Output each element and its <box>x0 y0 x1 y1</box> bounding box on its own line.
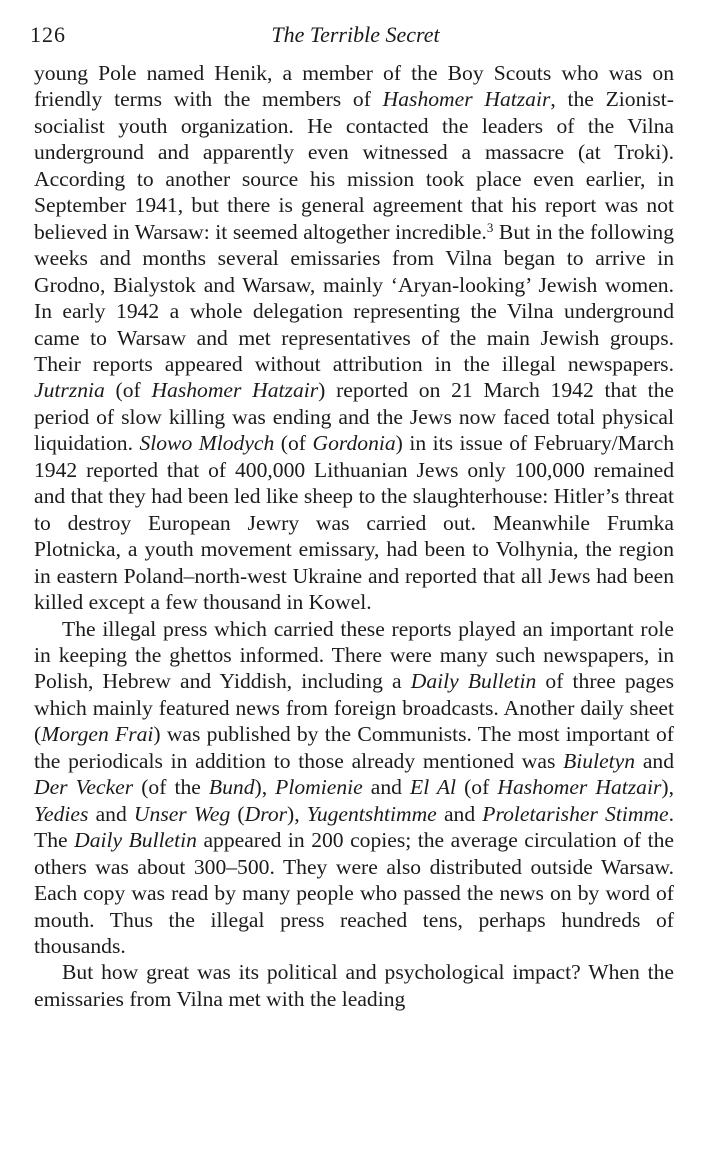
text-run: ), <box>254 775 276 800</box>
italic-title: Biuletyn <box>563 748 636 773</box>
text-run: (of the <box>133 775 209 800</box>
text-run: ), <box>287 801 307 826</box>
italic-title: Yedies <box>34 801 89 826</box>
text-run: of three pages which mainly featured news from foreign broadcasts. Another daily sheet ( <box>34 669 674 747</box>
text-run: ) was published by the Communists. The most important of the periodicals in addition to those already mentioned was <box>34 722 674 773</box>
paragraph <box>34 60 674 616</box>
text-run: ), <box>661 775 674 800</box>
body-text <box>34 60 674 1012</box>
text-run: and <box>635 748 674 773</box>
italic-title: Bund <box>208 775 255 800</box>
text-run: (of <box>274 431 313 456</box>
text-run: appeared in 200 copies; the average circulation of the others was about 300–500. They were also distributed outside Warsaw. Each copy was read by many people who passed the news on by word of mouth. Thus the illegal press reached tens, perhaps hundreds of thousands. <box>34 828 674 958</box>
text-run: But how great was its political and psychological impact? When the emissaries from Vilna met with the leading <box>34 960 674 1011</box>
text-run: ) reported on 21 March 1942 that the period of slow killing was ending and the Jews now faced total physical liquidation. <box>34 378 674 456</box>
italic-title: Jutrznia <box>34 378 105 403</box>
text-run: and <box>88 801 134 826</box>
text-run: and <box>362 775 411 800</box>
italic-title: Plomienie <box>275 775 363 800</box>
paragraph <box>34 959 674 1012</box>
italic-title: Hashomer Hatzair <box>151 378 319 403</box>
italic-title: Daily Bulletin <box>410 669 537 694</box>
paragraph <box>34 616 674 960</box>
text-run: young Pole named Henik, a member of the Boy Scouts who was on friendly terms with the members of <box>34 61 674 112</box>
italic-title: Unser Weg <box>133 801 231 826</box>
page-header <box>30 18 681 50</box>
italic-title: Gordonia <box>312 431 396 456</box>
text-run: (of <box>456 775 498 800</box>
italic-title: El Al <box>410 775 457 800</box>
text-run: . The <box>34 801 674 853</box>
footnote-ref: 3 <box>486 219 494 235</box>
text-run: ( <box>230 801 245 826</box>
text-run: , the Zionist-socialist youth organization. He contacted the leaders of the Vilna underground and apparently even witnessed a massacre (at Troki). According to another source his mission took place even earlier, in September 1941, but there is general agreement that his report was not believed in Warsaw: it seemed altogether incredible. <box>34 87 674 244</box>
italic-title: Morgen Frai <box>41 722 154 747</box>
italic-title: Dror <box>244 801 288 826</box>
italic-title: Slowo Mlodych <box>139 431 275 456</box>
italic-title: Daily Bulletin <box>74 828 197 853</box>
text-run: (of <box>104 378 152 403</box>
italic-title: Proletarisher Stimme <box>482 801 669 826</box>
italic-title: Hashomer Hatzair <box>382 87 551 112</box>
running-title: The Terrible Secret <box>271 22 440 47</box>
page-number: 126 <box>30 22 66 47</box>
italic-title: Yugentshtimme <box>306 801 437 826</box>
text-run: The illegal press which carried these reports played an important role in keeping the ghettos informed. There were many such newspapers, in Polish, Hebrew and Yiddish, including a <box>34 616 674 694</box>
text-run: ) in its issue of February/March 1942 reported that of 400,000 Lithuanian Jews only 100,000 remained and that they had been led like sheep to the slaughterhouse: Hitler’s threat to destroy European Jewry was carried out. Meanwhile Frumka Plotnicka, a youth movement emissary, had been to Volhynia, the region in eastern Poland–north-west Ukraine and reported that all Jews had been killed except a few thousand in Kowel. <box>34 431 674 615</box>
text-run: and <box>436 801 483 826</box>
italic-title: Der Vecker <box>34 775 134 800</box>
italic-title: Hashomer Hatzair <box>497 775 662 800</box>
text-run: But in the following weeks and months several emissaries from Vilna began to arrive in Grodno, Bialystok and Warsaw, mainly ‘Aryan-looking’ Jewish women. In early 1942 a whole delegation representing the Vilna underground came to Warsaw and met representatives of the main Jewish groups. Their reports appeared without attribution in the illegal newspapers. <box>34 219 674 376</box>
